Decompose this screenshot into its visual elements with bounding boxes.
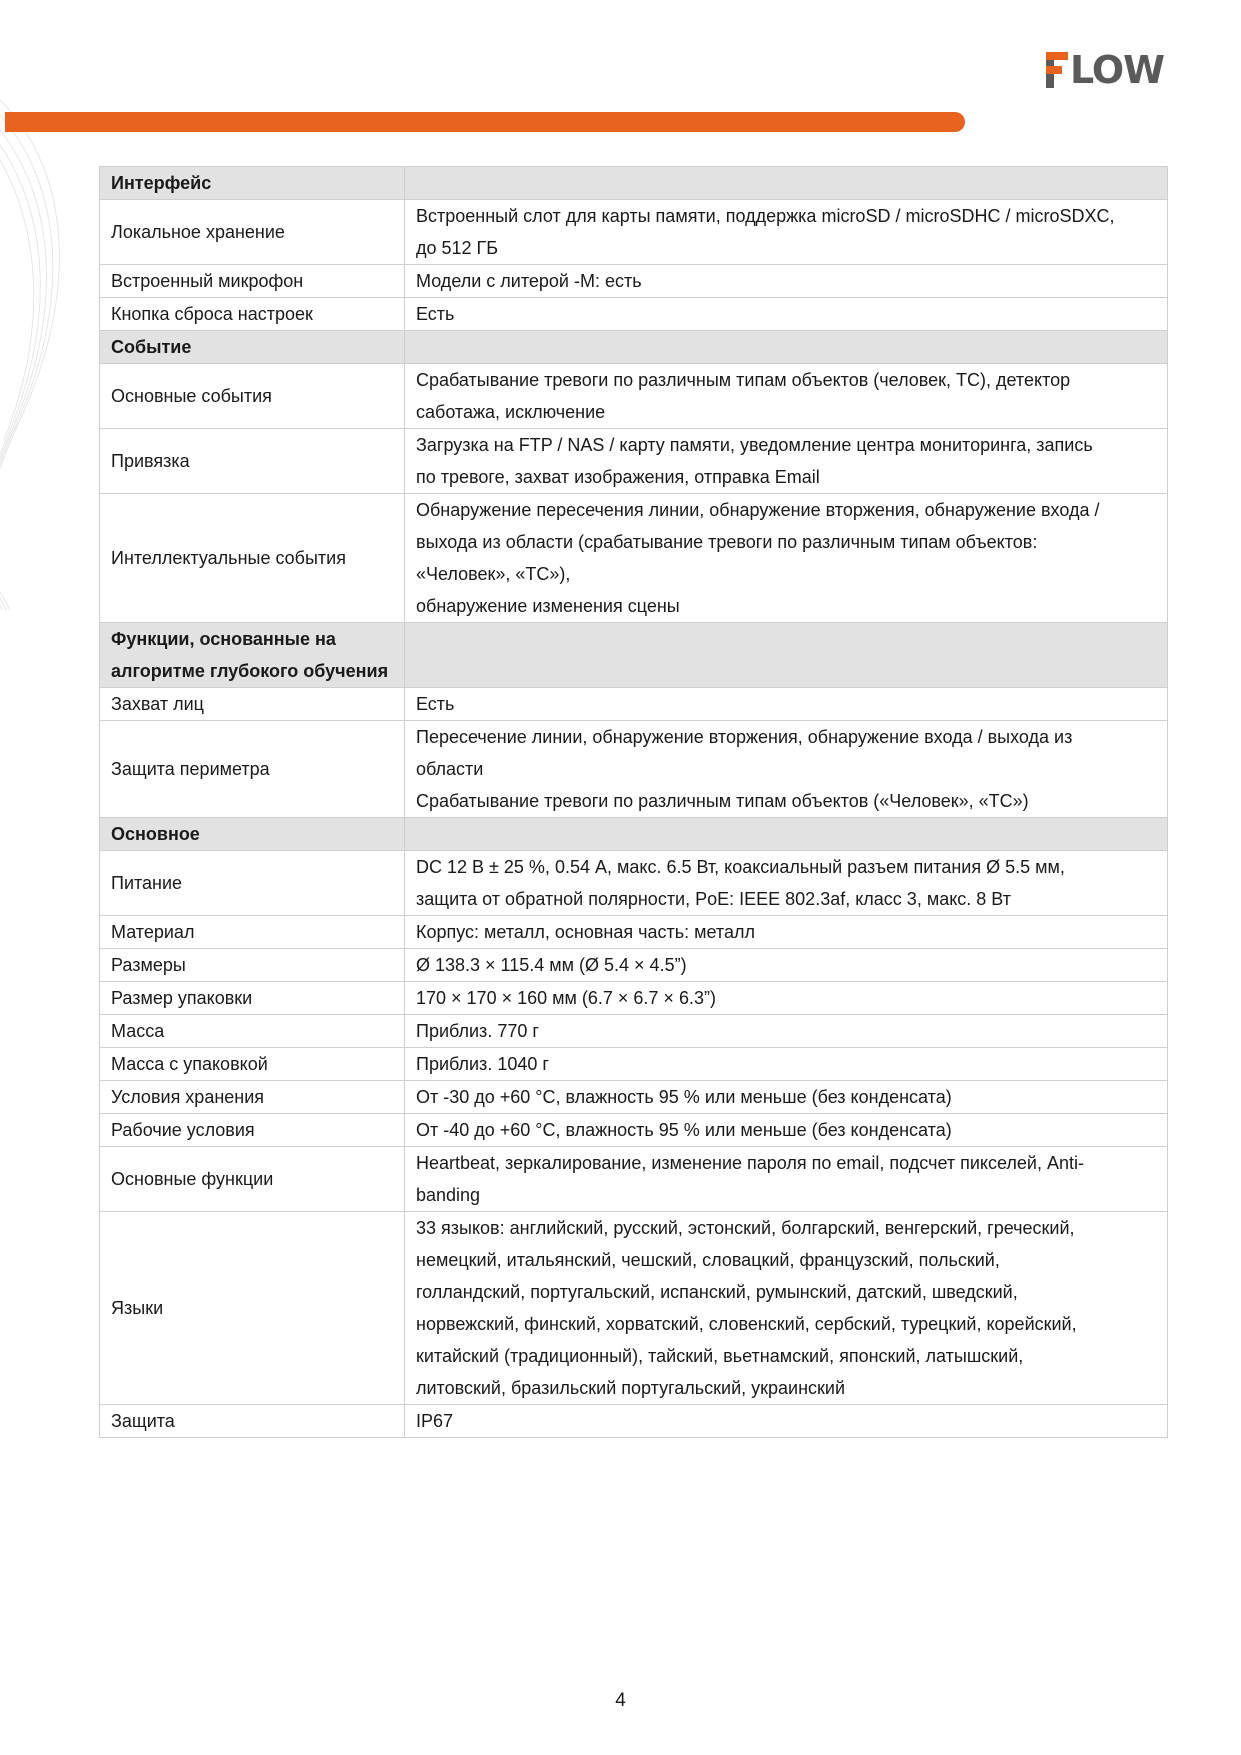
spec-table [99,166,1168,1438]
spec-value [405,1015,1168,1048]
section-empty-cell [405,623,1168,688]
spec-value-line: выхода из области (срабатывание тревоги по различным типам объектов: [416,532,1038,552]
spec-label: Кнопка сброса настроек [100,298,405,331]
spec-value-line: норвежский, финский, хорватский, словенский, сербский, турецкий, корейский, [416,1314,1077,1334]
spec-label: Масса [100,1015,405,1048]
table-row [100,721,1168,818]
spec-value-line: Приблиз. 770 г [416,1021,539,1041]
flow-logo-text: LOW [1070,48,1165,92]
spec-label: Локальное хранение [100,200,405,265]
table-row [100,1015,1168,1048]
header-accent-bar [5,112,965,132]
spec-value-line: немецкий, итальянский, чешский, словацкий, французский, польский, [416,1250,1000,1270]
page-number: 4 [615,1690,626,1711]
spec-value-line: Есть [416,694,455,714]
spec-value-line: Модели с литерой -M: есть [416,271,642,291]
spec-value-line: китайский (традиционный), тайский, вьетнамский, японский, латышский, [416,1346,1024,1366]
table-row [100,982,1168,1015]
spec-value-line: по тревоге, захват изображения, отправка Email [416,467,820,487]
spec-value [405,364,1168,429]
spec-label: Условия хранения [100,1081,405,1114]
spec-label: Встроенный микрофон [100,265,405,298]
flow-logo-mark [1046,52,1068,88]
spec-value-line: Приблиз. 1040 г [416,1054,549,1074]
spec-value [405,429,1168,494]
table-row [100,494,1168,623]
spec-label: Привязка [100,429,405,494]
table-row [100,1081,1168,1114]
spec-value-line: Загрузка на FTP / NAS / карту памяти, уведомление центра мониторинга, запись [416,435,1093,455]
section-empty-cell [405,818,1168,851]
spec-label: Интеллектуальные события [100,494,405,623]
spec-value-line: Обнаружение пересечения линии, обнаружение вторжения, обнаружение входа / [416,500,1100,520]
spec-label: Питание [100,851,405,916]
table-row [100,1405,1168,1438]
table-row [100,200,1168,265]
spec-label: Материал [100,916,405,949]
spec-value-line: IP67 [416,1411,454,1431]
spec-value [405,1081,1168,1114]
spec-value [405,1212,1168,1405]
section-header-row [100,623,1168,688]
table-row [100,1147,1168,1212]
spec-value-line: защита от обратной полярности, PoE: IEEE 802.3af, класс 3, макс. 8 Вт [416,889,1011,909]
section-title: Функции, основанные на алгоритме глубокого обучения [100,623,405,688]
section-title: Интерфейс [100,167,405,200]
section-header-row [100,331,1168,364]
spec-value [405,298,1168,331]
spec-label: Основные события [100,364,405,429]
spec-value-line: «Человек», «ТС»), [416,564,571,584]
spec-table-body [100,167,1168,1438]
spec-label: Захват лиц [100,688,405,721]
spec-value [405,982,1168,1015]
spec-value [405,949,1168,982]
spec-value [405,265,1168,298]
spec-label: Масса с упаковкой [100,1048,405,1081]
spec-value [405,1405,1168,1438]
spec-value-line: литовский, бразильский португальский, украинский [416,1378,846,1398]
table-row [100,1048,1168,1081]
spec-value-line: От -30 до +60 °C, влажность 95 % или меньше (без конденсата) [416,1087,952,1107]
section-header-row [100,818,1168,851]
spec-value-line: области [416,759,484,779]
section-title: Основное [100,818,405,851]
spec-value-line: Срабатывание тревоги по различным типам объектов («Человек», «ТС») [416,791,1029,811]
spec-value-line: Корпус: металл, основная часть: металл [416,922,755,942]
spec-value [405,200,1168,265]
spec-value-line: Встроенный слот для карты памяти, поддержка microSD / microSDHC / microSDXC, [416,206,1115,226]
table-row [100,1212,1168,1405]
spec-label: Размеры [100,949,405,982]
spec-value-line: Пересечение линии, обнаружение вторжения, обнаружение входа / выхода из [416,727,1073,747]
table-row [100,688,1168,721]
spec-value [405,916,1168,949]
spec-value-line: Есть [416,304,455,324]
spec-value-line: banding [416,1185,481,1205]
flow-logo [1046,48,1165,92]
spec-value-line: Heartbeat, зеркалирование, изменение пароля по email, подсчет пикселей, Anti- [416,1153,1084,1173]
spec-value-line: Срабатывание тревоги по различным типам объектов (человек, ТС), детектор [416,370,1071,390]
spec-label: Языки [100,1212,405,1405]
spec-value [405,494,1168,623]
spec-value [405,1048,1168,1081]
spec-value-line: обнаружение изменения сцены [416,596,680,616]
spec-label: Защита периметра [100,721,405,818]
spec-label: Рабочие условия [100,1114,405,1147]
spec-value [405,688,1168,721]
section-title: Событие [100,331,405,364]
decorative-swirl-lines [0,90,90,610]
spec-value-line: От -40 до +60 °C, влажность 95 % или меньше (без конденсата) [416,1120,952,1140]
table-row [100,364,1168,429]
table-row [100,916,1168,949]
spec-value-line: Ø 138.3 × 115.4 мм (Ø 5.4 × 4.5”) [416,955,687,975]
spec-value [405,721,1168,818]
section-empty-cell [405,331,1168,364]
spec-value [405,1114,1168,1147]
spec-label: Защита [100,1405,405,1438]
spec-value-line: DC 12 В ± 25 %, 0.54 А, макс. 6.5 Вт, коаксиальный разъем питания Ø 5.5 мм, [416,857,1065,877]
section-empty-cell [405,167,1168,200]
spec-value-line: до 512 ГБ [416,238,499,258]
table-row [100,298,1168,331]
spec-label: Размер упаковки [100,982,405,1015]
spec-value [405,1147,1168,1212]
table-row [100,949,1168,982]
table-row [100,265,1168,298]
spec-value-line: голландский, португальский, испанский, румынский, датский, шведский, [416,1282,1018,1302]
table-row [100,429,1168,494]
spec-value [405,851,1168,916]
spec-value-line: 170 × 170 × 160 мм (6.7 × 6.7 × 6.3”) [416,988,716,1008]
spec-value-line: саботажа, исключение [416,402,606,422]
table-row [100,851,1168,916]
section-header-row [100,167,1168,200]
spec-label: Основные функции [100,1147,405,1212]
table-row [100,1114,1168,1147]
spec-value-line: 33 языков: английский, русский, эстонский, болгарский, венгерский, греческий, [416,1218,1075,1238]
